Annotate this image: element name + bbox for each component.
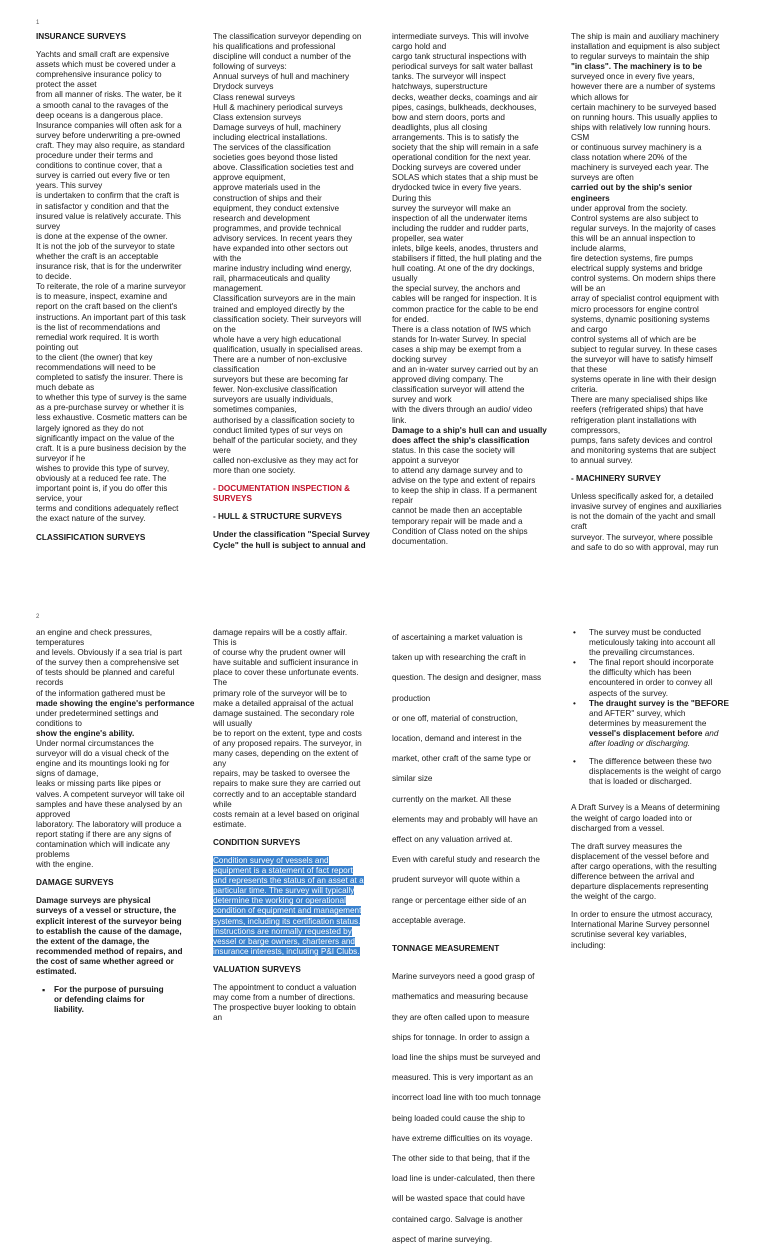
- column-4: [571, 628, 731, 951]
- spacer: [571, 749, 731, 757]
- spacer: [571, 787, 731, 795]
- paragraph: intermediate surveys. This will involve cargo hold and cargo tank structural inspections with periodical surveys for salt water ballast tanks. The surveyor will inspect hatchways, superstructure decks, weather decks, coamings and air pipes, casings, bulkheads, deckhouses, bow and stern doors, ports and deadlights, plus all closing arrangements. This is to satisfy the society that the ship will remain in a safe operational condition for the next year. Docking surveys are covered under SOLAS which states that a ship must be drydocked twice in every five years. During this survey the surveyor will make an inspection of all the underwater items including the rudder and rudder parts, propeller, sea water inlets, bilge keels, anodes, thrusters and stabilisers if fitted, the hull plating and the hull coating. At one of the dry dockings, usually the special survey, the anchors and cables will be ranged for inspection. It is common practice for the cable to be end for ended. There is a class notation of IWS which stands for In-water Survey. In special cases a ship may be exempt from a docking survey and an in-water survey carried out by an approved diving company. The classification surveyor will attend the survey and work with the divers through an audio/ video link.: [392, 32, 542, 425]
- paragraph: of ascertaining a market valuation is taken up with researching the craft in question. The design and designer, mass production or one off, material of construction, location, demand and interest in the market, other craft of the same type or similar size currently on the market. All these elements may and probably will have an effect on any valuation arrived at. Even with careful study and research the prudent surveyor will quote within a range or percentage either side of an acceptable average.: [392, 633, 542, 925]
- paragraph: The draft survey measures the displacement of the vessel before and after cargo operations, with the resulting difference between the arrival and departure displacements representing the weight of the cargo.: [571, 841, 717, 902]
- page-2: [0, 612, 768, 1244]
- paragraph: The ship is main and auxiliary machinery installation and equipment is also subject to regular surveys to maintain the ship: [571, 32, 720, 62]
- paragraph: "in class". The machinery is to be: [571, 62, 703, 72]
- paragraph: damage repairs will be a costly affair. This is of course why the prudent owner will have suitable and sufficient insurance in place to cover these unfortunate events. The primary role of the surveyor will be to make a detailed appraisal of the actual damage sustained. The secondary role will usually be to report on the extent, type and costs of any proposed repairs. The surveyor, in many cases, depending on the extent of any repairs, may be tasked to oversee the repairs to make sure they are carried out correctly and to an acceptable standard while costs remain at a level based on original estimate.: [213, 628, 362, 829]
- paragraph: Marine surveyors need a good grasp of mathematics and measuring because they are often called upon to measure ships for tonnage. In order to assign a load line the ships must be surveyed and measured. This is very important as an incorrect load line with too much tonnage being loaded could cause the ship to have extreme difficulties on its voyage. The other side to that being, that if the load line is under-calculated, then there will be wasted space that could have contained cargo. Salvage is another aspect of marine surveying.: [392, 972, 541, 1244]
- column-4: [571, 32, 731, 553]
- bullet-text-run: and AFTER" survey, which determines by measurement the: [589, 708, 707, 728]
- bullet-item: • The final report should incorporate the difficulty which has been encountered in order to convey all aspects of the survey.: [571, 658, 731, 698]
- paragraph: made showing the engine's performance: [36, 698, 195, 708]
- paragraph: Under the classification "Special Survey Cycle" the hull is subject to annual and: [213, 530, 370, 550]
- column-2: [213, 628, 373, 1023]
- page-number: 2: [36, 614, 40, 620]
- paragraph: Damage to a ship's hull can and usually does affect the ship's classification: [392, 425, 547, 445]
- paragraph: Under normal circumstances the surveyor will do a visual check of the engine and its mountings looki ng for signs of damage, leaks or missing parts like pipes or valves. A competent surveyor will take oil samples and have these analysed by an approved laboratory. The laboratory will produce a report stating if there are any signs of contamination which will indicate any problems with the engine.: [36, 739, 185, 870]
- page-1: [0, 0, 768, 560]
- bullet-item: • The survey must be conducted meticulously taking into account all the prevailing circumstances.: [571, 628, 731, 658]
- spacer: [571, 834, 731, 842]
- bullet-item: • The difference between these two displacements is the weight of cargo that is loaded or discharged.: [571, 757, 731, 787]
- section-heading: - DOCUMENTATION INSPECTION & SURVEYS: [213, 484, 351, 504]
- section-heading: INSURANCE SURVEYS: [36, 32, 126, 41]
- paragraph: [213, 856, 373, 957]
- bullet-item: [571, 699, 731, 749]
- bullet-text-run: The draught survey is the "BEFORE: [589, 698, 729, 708]
- column-3: [392, 628, 552, 1250]
- spacer: [571, 902, 731, 910]
- section-heading: VALUATION SURVEYS: [213, 964, 301, 974]
- page-number: 1: [36, 20, 40, 26]
- column-1: [36, 32, 196, 551]
- paragraph: under approval from the society. Control systems are also subject to regular surveys. In the majority of cases this will be an annual inspection to include alarms, fire detection systems, fire pumps electrical supply systems and bridge control systems. On modern ships there will be an array of specialist control equipment with micro processors for engine control systems, dynamic positioning systems and cargo control systems all of which are be subject to regular survey. In these cases the surveyor will have to satisfy himself that these systems operate in line with their design criteria. There are many specialised ships like reefers (refrigerated ships) that have refrigeration plant installations with compressors, pumps, fans safety devices and control and monitoring systems that are subject to annual survey.: [571, 203, 719, 465]
- paragraph: In order to ensure the utmost accuracy, International Marine Survey personnel scrutinise several key variables, including:: [571, 910, 713, 950]
- spacer: [36, 977, 196, 985]
- bullet-item: ▪ For the purpose of pursuing or defending claims for liability.: [36, 985, 196, 1015]
- section-heading: CONDITION SURVEYS: [213, 837, 301, 847]
- paragraph: show the engine's ability.: [36, 728, 135, 738]
- paragraph: A Draft Survey is a Means of determining the weight of cargo loaded into or discharged from a vessel.: [571, 803, 720, 833]
- paragraph: an engine and check pressures, temperatures and levels. Obviously if a sea trial is part of the survey then a comprehensive set of tests should be planned and careful records of the information gathered must be: [36, 628, 183, 698]
- spacer: [571, 795, 731, 803]
- bullet-text-run: vessel's displacement before: [589, 728, 705, 738]
- bullet-text-run: and after loading or discharging.: [589, 728, 719, 749]
- column-1: [36, 628, 196, 1015]
- paragraph: under predetermined settings and conditions to: [36, 708, 159, 728]
- paragraph: Unless specifically asked for, a detailed invasive survey of engines and auxiliaries is not the domain of the yacht and small craft surveyor. The surveyor, where possible and safe to do so with approval, may run: [571, 492, 722, 552]
- column-3: [392, 32, 552, 547]
- paragraph: Damage surveys are physical surveys of a vessel or structure, the explicit interest of the surveyor being to establish the cause of the damage, the extent of the damage, the recommended method of repairs, and the cost of same whether agreed or estimated.: [36, 896, 183, 976]
- paragraph: Yachts and small craft are expensive assets which must be covered under a comprehensive insurance policy to protect the asset from all manner of risks. The water, be it a smooth canal to the ravages of the deep oceans is a dangerous place. Insurance companies will often ask for a survey before underwriting a pre-owned craft. They may also require, as standard procedure under their terms and conditions to continue cover, that a survey is carried out every five or ten years. This survey is undertaken to confirm that the craft is in satisfactor y condition and that the insured value is relatively accurate. This survey is done at the expense of the owner. It is not the job of the surveyor to state whether the craft is an acceptable insurance risk, that is for the underwriter to decide. To reiterate, the role of a marine surveyor is to measure, inspect, examine and report on the craft based on the client's instructions. An important part of this task is the list of recommendations and remedial work required. It is worth pointing out to the client (the owner) that key recommendations will need to be completed to satisfy the insurer. There is much debate as to whether this type of survey is the same as a pre-purchase survey or whether it is less exhaustive. Cosmetic matters can be largely ignored as they do not significantly impact on the value of the craft. It is a pure business decision by the surveyor if he wishes to provide this type of survey, obviously at a reduced fee rate. The important point is, if you do offer this service, your terms and conditions adequately reflect the exact nature of the survey.: [36, 50, 188, 524]
- paragraph: The classification surveyor depending on his qualifications and professional discipline will conduct a number of the following of surveys: Annual surveys of hull and machinery Drydock surveys Class renewal surveys Hull & machinery periodical surveys Class extension surveys Damage surveys of hull, machinery including electrical installations. The services of the classification societies goes beyond those listed above. Classification societies test and approve equipment, approve materials used in the construction of ships and their equipment, they conduct extensive research and development programmes, and provide technical advisory services. In recent years they have expanded into other sectors out with the marine industry including wind energy, rail, pharmaceuticals and quality management. Classification surveyors are in the main trained and employed directly by the classification society. Their surveyors will on the whole have a very high educational qualification, usually in specialised areas. There are a number of non-exclusive classification surveyors but these are becoming far fewer. Non-exclusive classification surveyors are usually individuals, sometimes companies, authorised by a classification society to conduct limited types of sur veys on behalf of the particular society, and they were called non-exclusive as they may act for more than one society.: [213, 32, 363, 476]
- paragraph: status. In this case the society will appoint a surveyor to attend any damage survey and to advise on the type and extent of repairs to keep the ship in class. If a permanent repair cannot be made then an acceptable temporary repair will be made and a Condition of Class noted on the ships documentation.: [392, 445, 537, 546]
- column-2: [213, 32, 373, 551]
- section-heading: TONNAGE MEASUREMENT: [392, 944, 500, 954]
- section-heading: - HULL & STRUCTURE SURVEYS: [213, 512, 342, 522]
- section-heading: - MACHINERY SURVEY: [571, 474, 661, 484]
- paragraph: carried out by the ship's senior engineers: [571, 183, 693, 203]
- section-heading: DAMAGE SURVEYS: [36, 878, 114, 888]
- highlighted-text: Condition survey of vessels and equipment is a statement of fact report and represents the status of an asset at a particular time. The survey will typically determine the working or operational condition of equipment and management systems, including its certification status. Instructions are normally requested by vessel or barge owners, charterers and insurance interests, including P&I Clubs.: [213, 855, 364, 956]
- paragraph: surveyed once in every five years, however there are a number of systems which allows for certain machinery to be surveyed based on running hours. This usually applies to ships with relatively low running hours. CSM or continuous survey machinery is a class notation where 20% of the machinery is surveyed each year. The surveys are often: [571, 72, 718, 183]
- section-heading: CLASSIFICATION SURVEYS: [36, 532, 146, 542]
- paragraph: The appointment to conduct a valuation may come from a number of directions. The prospective buyer looking to obtain an: [213, 983, 357, 1023]
